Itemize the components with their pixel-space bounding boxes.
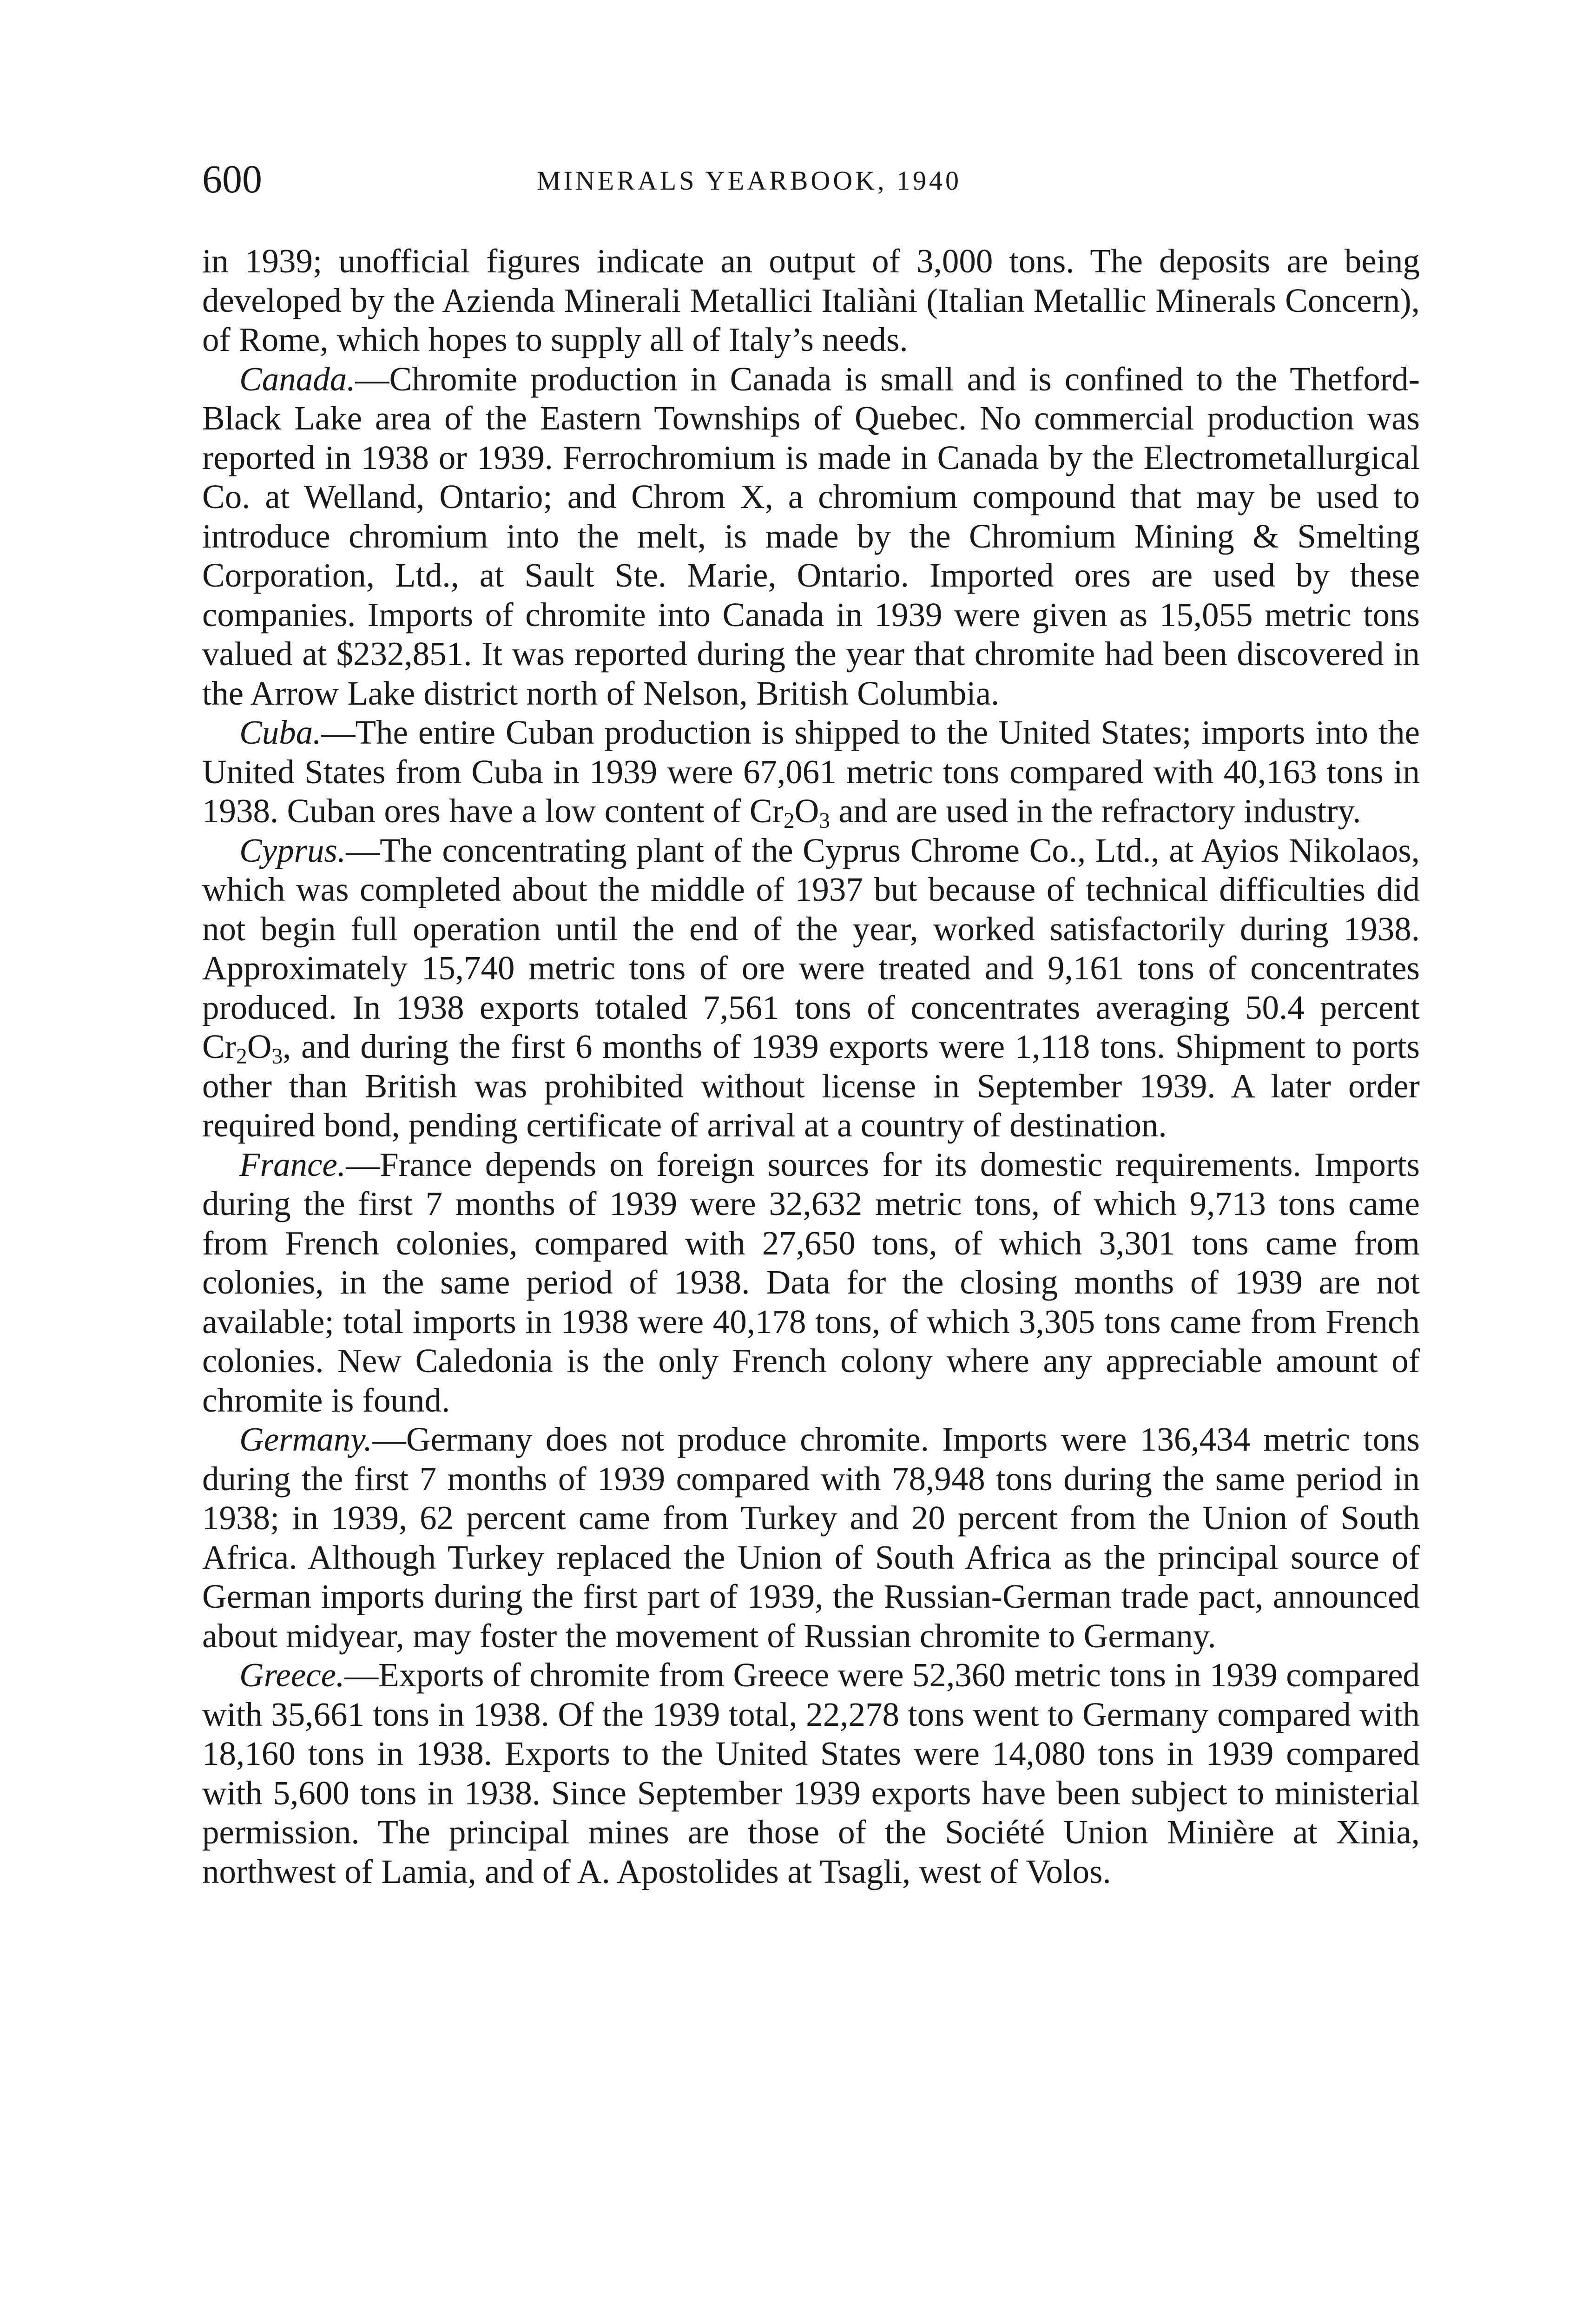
paragraph-text: O <box>247 1028 272 1065</box>
paragraph-greece <box>202 1656 1420 1891</box>
paragraph-canada <box>202 360 1420 713</box>
country-heading-cyprus: Cyprus. <box>239 831 346 869</box>
page-body <box>202 242 1420 1891</box>
paragraph-text: —The entire Cuban production is shipped to the United States; imports into the United States from Cuba in 1939 were 67,061 metric tons compared with 40,163 tons in 1938. Cuban ores have a low content of Cr <box>202 713 1420 830</box>
country-heading-france: France. <box>239 1145 346 1183</box>
paragraph-text: and are used in the refractory industry. <box>830 792 1361 830</box>
paragraph-germany <box>202 1420 1420 1656</box>
paragraph-text: —Chromite production in Canada is small and is confined to the Thetford-Black Lake area of the Eastern Townships of Quebec. No commercial production was reported in 1938 or 1939. Ferrochromium is made in Canada by the Electrometallurgical Co. at Welland, Ontario; and Chrom X, a chromium compound that may be used to introduce chromium into the melt, is made by the Chromium Mining & Smelting Corporation, Ltd., at Sault Ste. Marie, Ontario. Imported ores are used by these companies. Imports of chromite into Canada in 1939 were given as 15,055 metric tons valued at $232,851. It was reported during the year that chromite had been discovered in the Arrow Lake district north of Nelson, British Columbia. <box>202 360 1420 712</box>
country-heading-cuba: Cuba. <box>239 713 322 751</box>
country-heading-germany: Germany. <box>239 1420 372 1458</box>
subscript: 2 <box>236 1044 247 1069</box>
paragraph-france <box>202 1145 1420 1420</box>
subscript: 2 <box>783 808 795 833</box>
country-heading-greece: Greece. <box>239 1656 345 1694</box>
paragraph-italy-continued <box>202 242 1420 360</box>
paragraph-text: in 1939; unofficial figures indicate an output of 3,000 tons. The deposits are being developed by the Azienda Minerali Metallici Italiàni (Italian Metallic Minerals Concern), of Rome, which hopes to supply all of Italy’s needs. <box>202 242 1420 358</box>
page-header <box>202 153 1420 209</box>
paragraph-text: —Exports of chromite from Greece were 52,360 metric tons in 1939 compared with 35,661 tons in 1938. Of the 1939 total, 22,278 tons went to Germany compared with 18,160 tons in 1938. Exports to the United States were 14,080 tons in 1939 compared with 5,600 tons in 1938. Since September 1939 exports have been subject to ministerial permission. The principal mines are those of the Société Union Minière at Xinia, northwest of Lamia, and of A. Apostolides at Tsagli, west of Volos. <box>202 1656 1420 1890</box>
paragraph-cyprus <box>202 831 1420 1145</box>
paragraph-cuba <box>202 713 1420 831</box>
paragraph-text: O <box>794 792 819 830</box>
paragraph-text: —Germany does not produce chromite. Imports were 136,434 metric tons during the first 7 months of 1939 compared with 78,948 tons during the same period in 1938; in 1939, 62 percent came from Turkey and 20 percent from the Union of South Africa. Although Turkey replaced the Union of South Africa as the principal source of German imports during the first part of 1939, the Russian-German trade pact, announced about midyear, may foster the movement of Russian chromite to Germany. <box>202 1420 1420 1655</box>
paragraph-text: , and during the first 6 months of 1939 exports were 1,118 tons. Shipment to ports other than British was prohibited without license in September 1939. A later order required bond, pending certificate of arrival at a country of destination. <box>202 1028 1420 1144</box>
paragraph-text: —France depends on foreign sources for its domestic requirements. Imports during the first 7 months of 1939 were 32,632 metric tons, of which 9,713 tons came from French colonies, compared with 27,650 tons, of which 3,301 tons came from colonies, in the same period of 1938. Data for the closing months of 1939 are not available; total imports in 1938 were 40,178 tons, of which 3,305 tons came from French colonies. New Caledonia is the only French colony where any appreciable amount of chromite is found. <box>202 1145 1420 1419</box>
paragraph-text: —The concentrating plant of the Cyprus Chrome Co., Ltd., at Ayios Nikolaos, which was completed about the middle of 1937 but because of technical difficulties did not begin full operation until the end of the year, worked satisfactorily during 1938. Approximately 15,740 metric tons of ore were treated and 9,161 tons of concentrates produced. In 1938 exports totaled 7,561 tons of concentrates averaging 50.4 percent Cr <box>202 831 1420 1065</box>
country-heading-canada: Canada. <box>239 360 356 398</box>
subscript: 3 <box>819 808 830 833</box>
running-title: MINERALS YEARBOOK, 1940 <box>537 165 962 196</box>
subscript: 3 <box>271 1044 283 1069</box>
page-number: 600 <box>202 157 262 201</box>
